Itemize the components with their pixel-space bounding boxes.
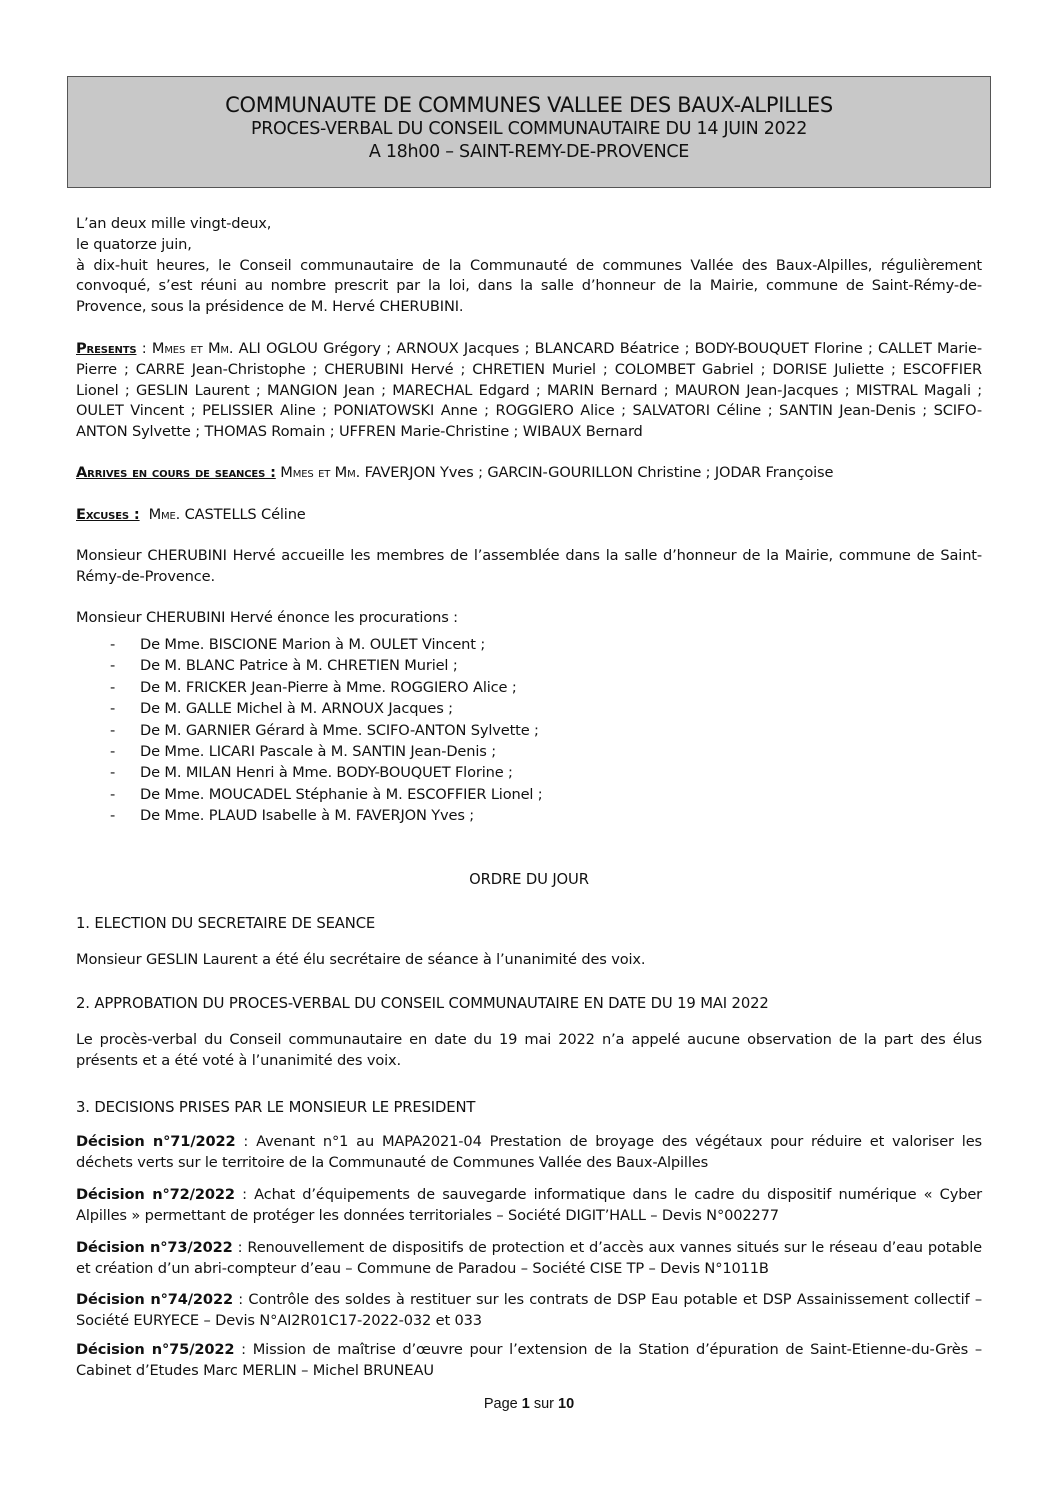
list-item: - De M. BLANC Patrice à M. CHRETIEN Muriel ;	[110, 657, 458, 675]
procuration-text: De M. MILAN Henri à Mme. BODY-BOUQUET Florine ;	[140, 764, 513, 782]
list-item: - De M. GALLE Michel à M. ARNOUX Jacques ;	[110, 700, 453, 718]
excuses-civility: Mme.	[148, 506, 181, 523]
decision-number: Décision n°74/2022	[76, 1291, 233, 1308]
title-line-1: COMMUNAUTE DE COMMUNES VALLEE DES BAUX-ALPILLES	[225, 93, 833, 117]
arrives-list: FAVERJON Yves ; GARCIN-GOURILLON Christine ; JODAR Françoise	[360, 464, 834, 481]
presents-label: Presents	[76, 340, 137, 357]
section-2-title: 2. APPROBATION DU PROCES-VERBAL DU CONSEIL COMMUNAUTAIRE EN DATE DU 19 MAI 2022	[76, 995, 769, 1012]
list-item: - De M. MILAN Henri à Mme. BODY-BOUQUET Florine ;	[110, 764, 513, 782]
title-line-2: PROCES-VERBAL DU CONSEIL COMMUNAUTAIRE DU 14 JUIN 2022	[250, 119, 808, 139]
footer-page-total: 10	[558, 1396, 575, 1412]
procuration-text: De M. GALLE Michel à M. ARNOUX Jacques ;	[140, 700, 453, 718]
decision-text: : Contrôle des soldes à restituer sur les contrats de DSP Eau potable et DSP Assainissement collectif – Société EURYECE – Devis N°AI2R01C17-2022-032 et 033	[76, 1291, 983, 1329]
list-item: - De Mme. PLAUD Isabelle à M. FAVERJON Yves ;	[110, 807, 475, 825]
list-item: - De M. GARNIER Gérard à Mme. SCIFO-ANTON Sylvette ;	[110, 721, 539, 739]
list-item: - De Mme. LICARI Pascale à M. SANTIN Jean-Denis ;	[110, 742, 496, 760]
procuration-text: De Mme. LICARI Pascale à M. SANTIN Jean-Denis ;	[140, 742, 496, 760]
excuses-list: CASTELLS Céline	[180, 506, 306, 523]
decision-number: Décision n°72/2022	[76, 1186, 235, 1203]
list-item: - De Mme. MOUCADEL Stéphanie à M. ESCOFFIER Lionel ;	[110, 785, 543, 803]
procuration-text: De Mme. PLAUD Isabelle à M. FAVERJON Yves ;	[140, 807, 475, 825]
decision-text: : Avenant n°1 au MAPA2021-04 Prestation de broyage des végétaux pour réduire et valoriser les déchets verts sur le territoire de la Communauté de Communes Vallée des Baux-Alpilles	[76, 1133, 982, 1171]
procuration-text: De Mme. BISCIONE Marion à M. OULET Vincent ;	[140, 636, 486, 653]
accueil-paragraph: Monsieur CHERUBINI Hervé accueille les membres de l’assemblée dans la salle d’honneur de la Mairie, commune de Saint-Rémy-de-Provence.	[76, 547, 982, 585]
footer-page-number: 1	[521, 1396, 530, 1412]
intro-line-1: L’an deux mille vingt-deux,	[76, 215, 272, 232]
arrives-label: Arrives en cours de seances :	[76, 464, 276, 481]
procuration-text: De M. FRICKER Jean-Pierre à Mme. ROGGIERO Alice ;	[140, 678, 517, 696]
intro-paragraph: à dix-huit heures, le Conseil communautaire de la Communauté de communes Vallée des Baux-Alpilles, régulièrement convoqué, s’est réuni au nombre prescrit par la loi, dans la salle d’honneur de la Mairie, commune de Saint-Rémy-de-Provence, sous la présidence de M. Hervé CHERUBINI.	[76, 256, 982, 316]
decision-73	[76, 1238, 982, 1280]
decision-75	[76, 1340, 982, 1382]
procurations-list	[76, 634, 982, 827]
decision-71	[76, 1132, 982, 1174]
presents-civility: Mmes et Mm.	[151, 340, 234, 357]
decision-number: Décision n°71/2022	[76, 1133, 236, 1150]
decision-74	[76, 1290, 982, 1332]
ordre-du-jour-heading: ORDRE DU JOUR	[469, 871, 589, 888]
section-2-text: Le procès-verbal du Conseil communautaire en date du 19 mai 2022 n’a appelé aucune observation de la part des élus présents et a été voté à l’unanimité des voix.	[76, 1031, 982, 1069]
intro	[76, 214, 982, 318]
page-footer	[0, 1396, 1058, 1412]
decision-text: : Achat d’équipements de sauvegarde informatique dans le cadre du dispositif numérique « Cyber Alpilles » permettant de protéger les données territoriales – Société DIGIT’HALL – Devis N°002277	[76, 1186, 983, 1224]
arrives-paragraph	[76, 463, 982, 484]
section-1-text: Monsieur GESLIN Laurent a été élu secrétaire de séance à l’unanimité des voix.	[76, 951, 646, 968]
section-1-title: 1. ELECTION DU SECRETAIRE DE SEANCE	[76, 915, 376, 932]
procuration-text: De M. GARNIER Gérard à Mme. SCIFO-ANTON Sylvette ;	[140, 721, 539, 739]
section-3-title: 3. DECISIONS PRISES PAR LE MONSIEUR LE PRESIDENT	[76, 1099, 476, 1116]
decision-text: : Mission de maîtrise d’œuvre pour l’extension de la Station d’épuration de Saint-Etienne-du-Grès – Cabinet d’Etudes Marc MERLIN – Michel BRUNEAU	[76, 1341, 982, 1379]
excuses-paragraph	[76, 505, 982, 526]
intro-line-2: le quatorze juin,	[76, 235, 192, 253]
procuration-text: De Mme. MOUCADEL Stéphanie à M. ESCOFFIER Lionel ;	[140, 785, 543, 803]
decision-number: Décision n°75/2022	[76, 1341, 235, 1358]
excuses-label: Excuses :	[76, 506, 140, 523]
footer-page-word: Page	[483, 1396, 522, 1412]
arrives-civility: Mmes et Mm.	[280, 464, 361, 481]
procurations-intro: Monsieur CHERUBINI Hervé énonce les procurations :	[76, 609, 458, 626]
decision-number: Décision n°73/2022	[76, 1239, 233, 1256]
procuration-text: De M. BLANC Patrice à M. CHRETIEN Muriel ;	[140, 657, 458, 675]
list-item: - De M. FRICKER Jean-Pierre à Mme. ROGGIERO Alice ;	[110, 678, 517, 696]
title-line-3: A 18h00 – SAINT-REMY-DE-PROVENCE	[368, 142, 690, 162]
footer-sur: sur	[529, 1396, 559, 1412]
presents-sep: :	[136, 340, 152, 357]
presents-paragraph	[76, 339, 982, 443]
list-item: - De Mme. BISCIONE Marion à M. OULET Vincent ;	[110, 636, 486, 653]
presents-list: ALI OGLOU Grégory ; ARNOUX Jacques ; BLANCARD Béatrice ; BODY-BOUQUET Florine ; CALLET Marie-Pierre ; CARRE Jean-Christophe ; CHERUBINI Hervé ; CHRETIEN Muriel ; COLOMBET Gabriel ; DORISE Juliette ; ESCOFFIER Lionel ; GESLIN Laurent ; MANGION Jean ; MARECHAL Edgard ; MARIN Bernard ; MAURON Jean-Jacques ; MISTRAL Magali ; OULET Vincent ; PELISSIER Aline ; PONIATOWSKI Anne ; ROGGIERO Alice ; SALVATORI Céline ; SANTIN Jean-Denis ; SCIFO-ANTON Sylvette ; THOMAS Romain ; UFFREN Marie-Christine ; WIBAUX Bernard	[76, 340, 982, 441]
decision-72	[76, 1185, 982, 1227]
title-box	[67, 76, 991, 188]
decision-text: : Renouvellement de dispositifs de protection et d’accès aux vannes situés sur le réseau d’eau potable et création d’un abri-compteur d’eau – Commune de Paradou – Société CISE TP – Devis N°1011B	[76, 1239, 982, 1277]
